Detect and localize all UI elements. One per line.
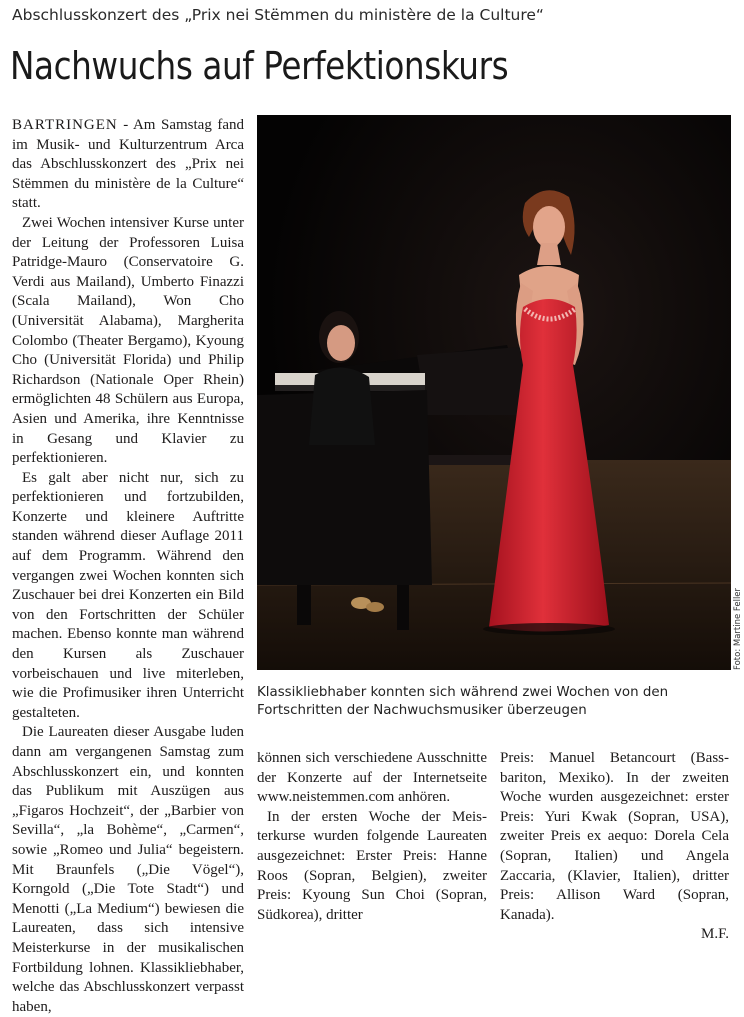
paragraph-text: - Am Samstag fand im Musik- und Kulturzentrum Arca das Abschlusskonzert des „Prix nei Stëmmen du ministère de la Culture“ statt. (12, 117, 244, 212)
article-paragraph: Zwei Wochen intensiver Kurse unter der Leitung der Professoren Luisa Patridge-Mauro (Conservatoire G. Verdi aus Mailand), Umberto Finazzi (Scala Mailand), Won Cho (Universität Alabama), Margherita Colombo (Theater Bergamo), Kyoung Cho (Universität Florida) und Philip Richardson (Nationale Oper Rhein) ermöglichten 48 Schülern aus Europa, Asien und Amerika, ihre Kenntnisse in Gesang und Klavier zu perfektionieren. (12, 214, 244, 467)
article-column-1 (12, 116, 244, 1017)
article-paragraph (12, 116, 244, 214)
article-kicker: Abschlusskonzert des „Prix nei Stëmmen du ministère de la Culture“ (12, 6, 544, 24)
article-dateline: BARTRINGEN (12, 117, 118, 133)
article-column-2 (257, 749, 487, 925)
photo-credit: Foto: Martine Feller (733, 587, 743, 670)
article-paragraph: Die Laureaten dieser Ausgabe luden dann am vergangenen Samstag zum Abschlusskonzert ein, und konnten das Publikum mit Auszügen aus „Figaros Hochzeit“, der „Barbier von Sevilla“, „la Bohème“, „Carmen“, sowie „Romeo und Julia“ begeistern. Mit Braunfels („Die Vögel“), Korngold („Die Tote Stadt“) und Menotti („La Medium“) bewiesen die Laureaten, dass sich intensive Meisterkurse in der musikalischen Fortbildung lohnen. Klassikliebhaber, welche das Abschlusskonzert verpasst haben, (12, 724, 244, 1015)
article-headline: Nachwuchs auf Perfektionskurs (10, 44, 509, 88)
article-paragraph: In der ersten Woche der Meisterkurse wurden folgende Laureaten ausgezeichnet: Erster Preis: Hanne Roos (Sopran, Belgien), zweiter Preis: Kyoung Sun Choi (Sopran, Südkorea), dritter (257, 808, 487, 923)
article-column-3 (500, 749, 729, 945)
article-author: M.F. (701, 926, 729, 943)
article-paragraph: Es galt aber nicht nur, sich zu perfektionieren und fortzubilden, Konzerte und kleinere Auftritte standen während dieser Auflage 2011 auf dem Programm. Während den vergangen zwei Wochen konnten sich Zuschauer bei drei Konzerten ein Bild von den Fortschritten der Schüler machen. Ebenso konnte man während den Kursen als Zuschauer vorbeischauen und live miterleben, wie die Profimusiker ihren Unterricht gestalteten. (12, 469, 244, 721)
article-paragraph: Preis: Manuel Betancourt (Bassbariton, Mexiko). In der zweiten Woche wurden ausgezeichnet: erster Preis: Yuri Kwak (Sopran, USA), zweiter Preis ex aequo: Dorela Cela (Sopran, Italien) und Angela Zaccaria, (Klavier, Italien), dritter Preis: Allison Ward (Sopran, Kanada). (500, 750, 729, 923)
concert-photo (257, 115, 731, 670)
photo-caption: Klassikliebhaber konnten sich während zwei Wochen von den Fortschritten der Nachwuchsmusiker überzeugen (257, 685, 669, 718)
article-paragraph: können sich verschiedene Ausschnitte der Konzerte auf der Internetseite www.neistemmen.com anhören. (257, 750, 487, 806)
